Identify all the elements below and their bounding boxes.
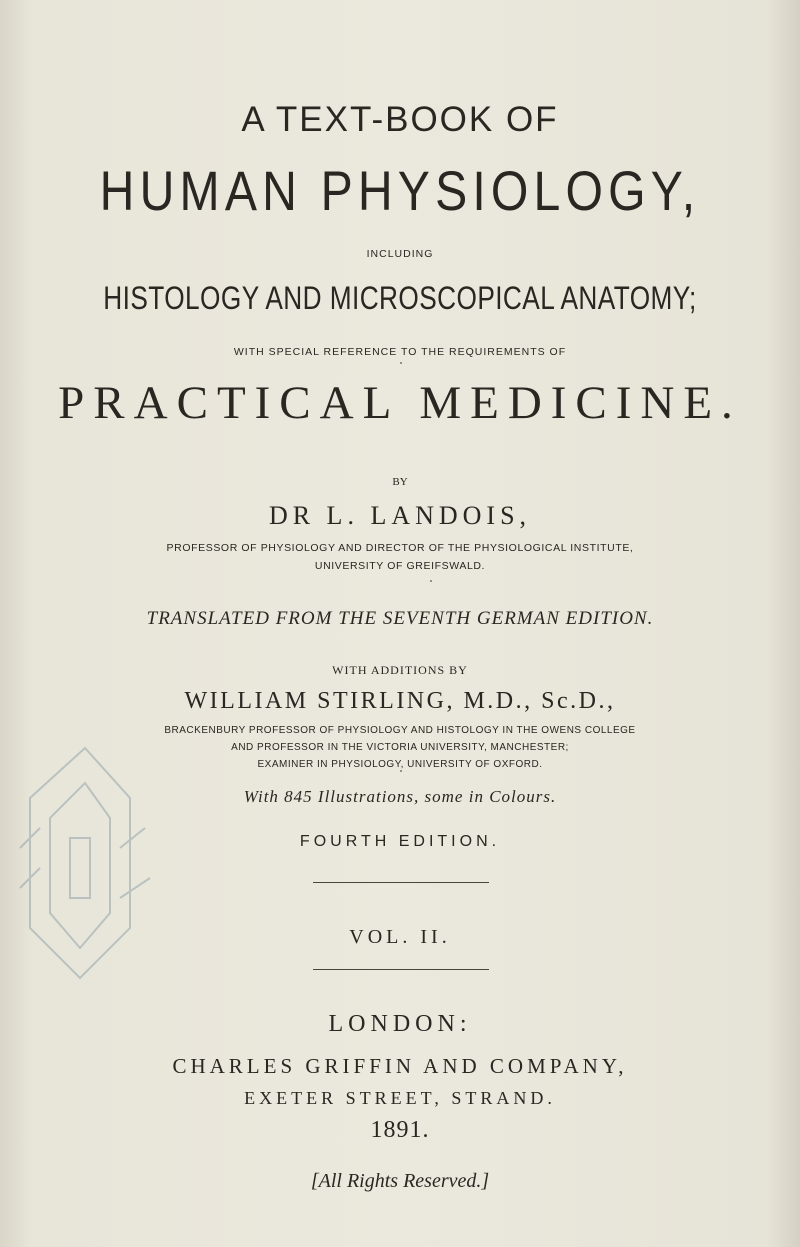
author-title-2: UNIVERSITY OF GREIFSWALD. (314, 560, 486, 572)
author-name: DR L. LANDOIS, (268, 501, 532, 530)
translator-title-3: EXAMINER IN PHYSIOLOGY, UNIVERSITY OF OXFORD. (257, 759, 543, 770)
special-reference: WITH SPECIAL REFERENCE TO THE REQUIREMENTS OF (233, 346, 567, 358)
title-line-2: HUMAN PHYSIOLOGY, (99, 159, 701, 222)
faded-library-stamp-icon (10, 728, 160, 988)
translator-title-2: AND PROFESSOR IN THE VICTORIA UNIVERSITY, MANCHESTER; (231, 742, 569, 753)
paper-speck (400, 770, 402, 772)
translator-name: WILLIAM STIRLING, M.D., Sc.D., (184, 688, 616, 714)
publisher-address: EXETER STREET, STRAND. (244, 1088, 556, 1108)
divider-top (313, 882, 489, 883)
title-line-1: A TEXT-BOOK OF (241, 100, 559, 139)
paper-speck (430, 580, 432, 582)
translator-title-1: BRACKENBURY PROFESSOR OF PHYSIOLOGY AND HISTOLOGY IN THE OWENS COLLEGE (164, 725, 636, 736)
edition-label: FOURTH EDITION. (299, 833, 501, 850)
translated-from: TRANSLATED FROM THE SEVENTH GERMAN EDITION. (146, 608, 654, 629)
subtitle: HISTOLOGY AND MICROSCOPICAL ANATOMY; (103, 280, 697, 316)
practical-medicine-heading: PRACTICAL MEDICINE. (58, 377, 742, 429)
publisher-city: LONDON: (328, 1011, 472, 1037)
including-label: INCLUDING (366, 248, 434, 260)
rights-notice: [All Rights Reserved.] (310, 1170, 490, 1192)
by-label: BY (392, 476, 408, 488)
author-title-1: PROFESSOR OF PHYSIOLOGY AND DIRECTOR OF THE PHYSIOLOGICAL INSTITUTE, (166, 542, 634, 554)
publication-year: 1891. (370, 1117, 430, 1143)
publisher-name: CHARLES GRIFFIN AND COMPANY, (172, 1054, 628, 1078)
volume-label: VOL. II. (349, 926, 451, 948)
additions-by: WITH ADDITIONS BY (332, 663, 468, 677)
divider-bottom (313, 969, 489, 970)
paper-speck (400, 362, 402, 364)
illustrations-note: With 845 Illustrations, some in Colours. (243, 787, 557, 806)
